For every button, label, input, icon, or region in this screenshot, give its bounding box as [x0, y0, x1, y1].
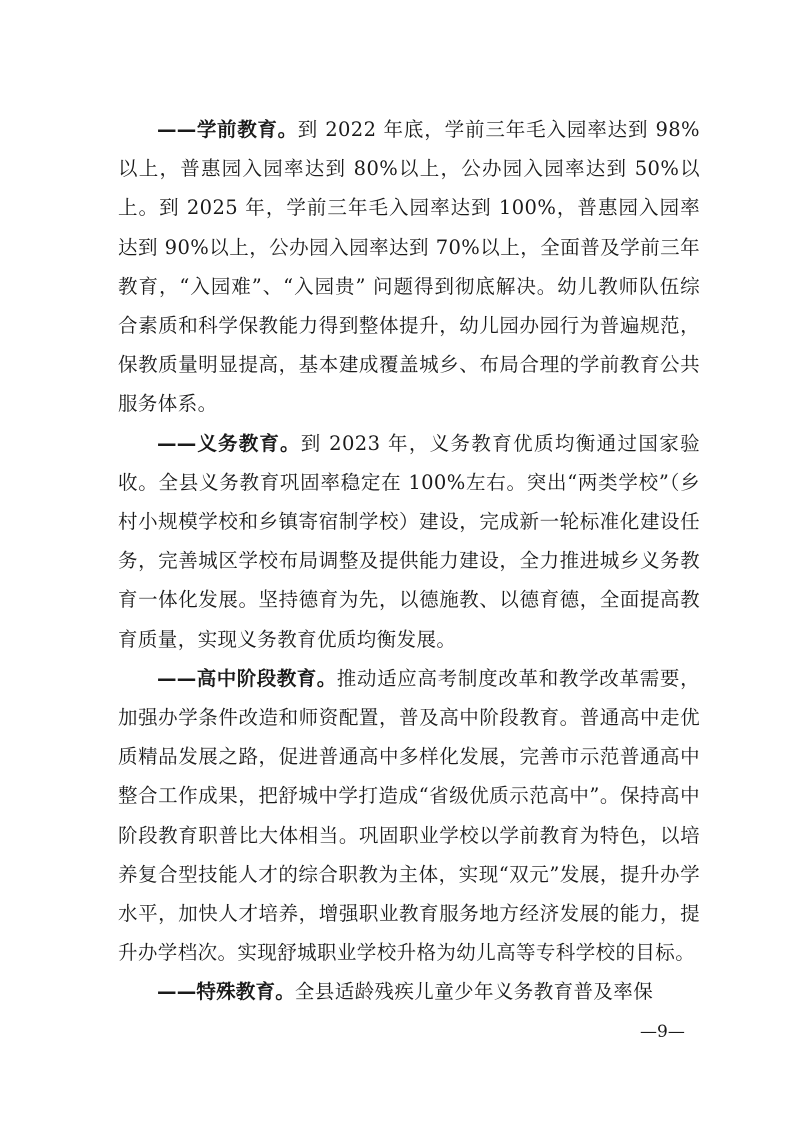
body-text	[118, 110, 700, 1012]
paragraph-compulsory-education	[118, 424, 700, 659]
paragraph-high-school-education	[118, 659, 700, 973]
paragraph-text: 到 2022 年底，学前三年毛入园率达到 98%以上，普惠园入园率达到 80%以上，公办园入园率达到 50%以上。到 2025 年，学前三年毛入园率达到 100%，普惠园入园率达到 90%以上，公办园入园率达到 70%以上，全面普及学前三年教育，“入园难”、“入园贵” 问题得到彻底解决。幼儿教师队伍综合素质和科学保教能力得到整体提升，幼儿园办园行为普遍规范，保教质量明显提高，基本建成覆盖城乡、布局合理的学前教育公共服务体系。	[118, 118, 700, 416]
paragraph-text: 到 2023 年，义务教育优质均衡通过国家验收。全县义务教育巩固率稳定在 100%左右。突出“两类学校”（乡村小规模学校和乡镇寄宿制学校）建设，完成新一轮标准化建设任务，完善城区学校布局调整及提供能力建设，全力推进城乡义务教育一体化发展。坚持德育为先，以德施教、以德育德，全面提高教育质量，实现义务教育优质均衡发展。	[118, 431, 700, 651]
paragraph-text: 全县适龄残疾儿童少年义务教育普及率保	[294, 980, 654, 1004]
paragraph-special-education	[118, 972, 700, 1011]
paragraph-heading: ——学前教育。	[157, 118, 298, 141]
paragraph-heading: ——高中阶段教育。	[157, 666, 337, 690]
paragraph-preschool-education	[118, 110, 700, 424]
paragraph-heading: ——义务教育。	[157, 431, 301, 455]
paragraph-text: 推动适应高考制度改革和教学改革需要，加强办学条件改造和师资配置，普及高中阶段教育。普通高中走优质精品发展之路，促进普通高中多样化发展，完善市示范普通高中整合工作成果，把舒城中学打造成“省级优质示范高中”。保持高中阶段教育职普比大体相当。巩固职业学校以学前教育为特色，以培养复合型技能人才的综合职教为主体，实现“双元”发展，提升办学水平，加快人才培养，增强职业教育服务地方经济发展的能力，提升办学档次。实现舒城职业学校升格为幼儿高等专科学校的目标。	[118, 666, 700, 965]
page-number: —9—	[640, 1022, 685, 1042]
paragraph-heading: ——特殊教育。	[157, 980, 295, 1004]
